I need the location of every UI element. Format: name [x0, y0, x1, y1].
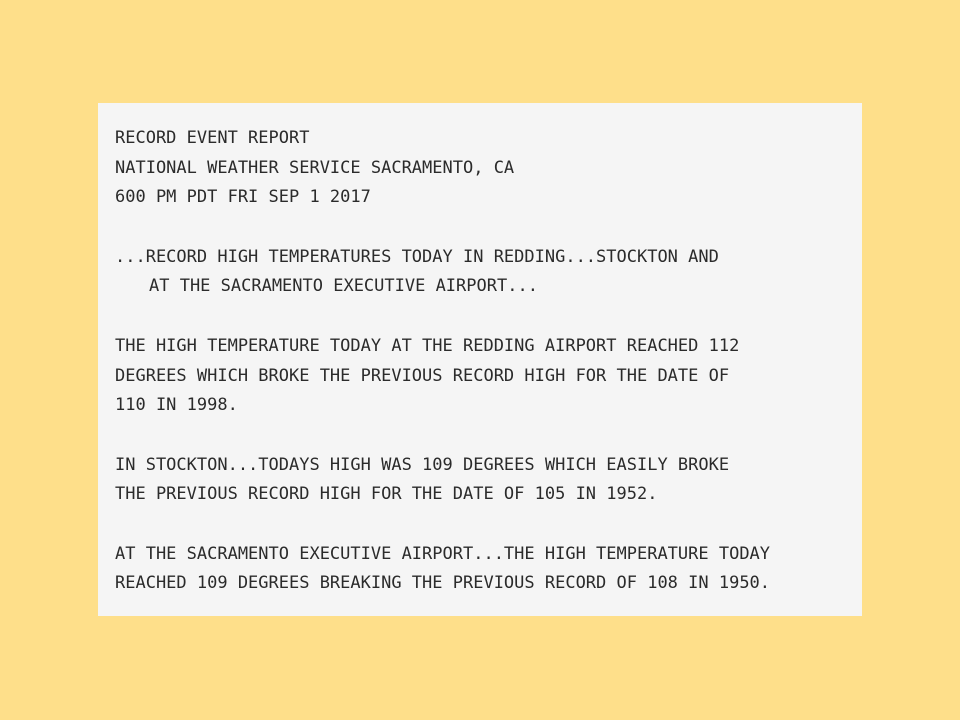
- stockton-paragraph-line-2: THE PREVIOUS RECORD HIGH FOR THE DATE OF 105 IN 1952.: [115, 484, 658, 505]
- sacramento-paragraph-line-1: AT THE SACRAMENTO EXECUTIVE AIRPORT...THE HIGH TEMPERATURE TODAY: [115, 543, 771, 564]
- redding-paragraph-line-3: 110 IN 1998.: [115, 395, 238, 416]
- blank-line: [115, 510, 862, 540]
- redding-paragraph-line-2: DEGREES WHICH BROKE THE PREVIOUS RECORD HIGH FOR THE DATE OF: [115, 365, 730, 386]
- sacramento-paragraph-line-2: REACHED 109 DEGREES BREAKING THE PREVIOUS RECORD OF 108 IN 1950.: [115, 573, 771, 594]
- headline-line-2: AT THE SACRAMENTO EXECUTIVE AIRPORT...: [149, 276, 538, 297]
- redding-paragraph-line-1: THE HIGH TEMPERATURE TODAY AT THE REDDING AIRPORT REACHED 112: [115, 335, 740, 356]
- blank-line: [115, 421, 862, 451]
- stockton-paragraph-line-1: IN STOCKTON...TODAYS HIGH WAS 109 DEGREES WHICH EASILY BROKE: [115, 454, 730, 475]
- report-title: RECORD EVENT REPORT: [115, 128, 310, 148]
- issuing-office: NATIONAL WEATHER SERVICE SACRAMENTO, CA: [115, 157, 515, 178]
- record-event-report: [98, 103, 862, 616]
- headline-line-1: ...RECORD HIGH TEMPERATURES TODAY IN REDDING...STOCKTON AND: [115, 246, 719, 267]
- blank-line: [115, 213, 862, 243]
- issue-time: 600 PM PDT FRI SEP 1 2017: [115, 187, 371, 208]
- blank-line: [115, 302, 862, 332]
